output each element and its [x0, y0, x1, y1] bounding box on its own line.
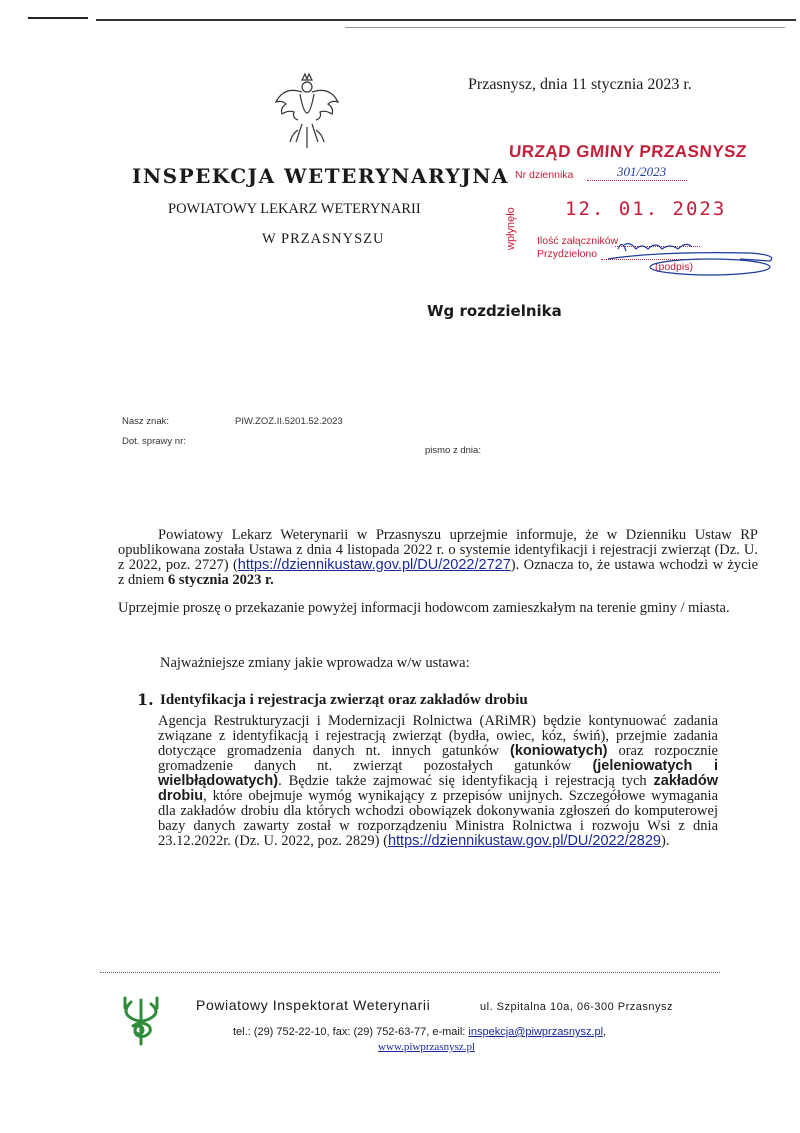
p1-text-b: ). Oznacza to, że ustawa wchodzi w życie z dniem [118, 557, 759, 588]
paragraph-intro [118, 528, 758, 588]
stamp-nr-handwritten: 301/2023 [617, 164, 667, 179]
s-text-a: Agencja Restrukturyzacji i Modernizacji Rolnictwa (ARiMR) będzie kontynuować zadania związane z identyfikacją i rejestracją zwierząt (bydła, owiec, kóz, świń), przejmie zadania dotyczące gromadzenia danych nt. innych gatunków [158, 713, 718, 759]
stamp-signature-label: (podpis) [655, 261, 693, 273]
footer-contact [233, 1026, 606, 1038]
s-text-d: . Będzie także zajmować się identyfikacją i rejestracją tych [278, 773, 654, 789]
stamp-assigned-label: Przydzielono [537, 248, 598, 260]
changes-intro: Najważniejsze zmiany jakie wprowadza w/w ustawa: [160, 655, 470, 671]
org-subtitle: POWIATOWY LEKARZ WETERYNARII [168, 201, 421, 217]
incoming-stamp [505, 140, 785, 290]
stamp-title: URZĄD GMINY PRZASNYSZ [508, 142, 748, 161]
p1-text-a: Powiatowy Lekarz Weterynarii w Przasnyszu uprzejmie informuje, że w Dzienniku Ustaw RP opublikowana została Ustawa z dnia 4 listopada 2022 r. o systemie identyfikacji i rejestracji zwierząt (Dz. U. z 2022, poz. 2727) ( [118, 527, 758, 573]
footer-org-name: Powiatowy Inspektorat Weterynarii [196, 997, 431, 1013]
p1-effective-date: 6 stycznia 2023 r. [167, 572, 274, 588]
org-name: INSPEKCJA WETERYNARYJNA [132, 164, 510, 188]
section-body [158, 714, 718, 849]
footer-email-link[interactable]: inspekcja@piwprzasnysz.pl [468, 1026, 604, 1038]
stamp-side-label: wpłynęło [505, 207, 517, 250]
city-date: Przasnysz, dnia 11 stycznia 2023 r. [468, 76, 692, 93]
footer-divider [100, 972, 720, 973]
law-link-2727[interactable]: https://dziennikustaw.gov.pl/DU/2022/2727 [237, 557, 511, 573]
s-text-c: oraz rozpocznie gromadzenie danych nt. zwierząt pozostałych gatunków [158, 743, 718, 774]
handwritten-signature-icon [600, 235, 780, 280]
top-rule-long [96, 19, 796, 21]
footer-phone-fax: tel.: (29) 752-22-10, fax: (29) 752-63-77, e-mail: [233, 1026, 469, 1038]
paragraph-request: Uprzejmie proszę o przekazanie powyżej informacji hodowcom zamieszkałym na terenie gminy / miasta. [118, 600, 730, 616]
case-ref-label: Dot. sprawy nr: [122, 436, 186, 447]
s-bold-deer-camelids: (jeleniowatych i wielbłądowatych) [158, 758, 718, 789]
org-location: W PRZASNYSZU [262, 231, 385, 247]
stamp-date: 12. 01. 2023 [565, 198, 727, 220]
footer-address: ul. Szpitalna 10a, 06-300 Przasnysz [480, 1001, 673, 1013]
stamp-attachments-label: Ilość załączników [537, 235, 619, 247]
section-number: 1. [137, 690, 154, 709]
our-ref-label: Nasz znak: [122, 416, 169, 427]
letter-date-label: pismo z dnia: [425, 445, 481, 456]
stamp-nr-label: Nr dziennika [515, 169, 574, 181]
footer-website-link[interactable]: www.piwprzasnysz.pl [378, 1041, 476, 1053]
section-title: Identyfikacja i rejestracja zwierząt oraz zakładów drobiu [160, 692, 528, 708]
s-text-e: , które obejmuje wymóg wynikający z przepisów unijnych. Szczegółowe wymagania dla zakładów drobiu dla których wchodzi obowiązek dokonywania zgłoszeń do komputerowej bazy danych zawarty został w rozporządzeniu Ministra Rolnictwa i rozwoju Wsi z dnia 23.12.2022r. (Dz. U. 2022, poz. 2829) ( [158, 788, 718, 849]
s-bold-poultry: zakładów drobiu [158, 773, 718, 804]
top-rule-thin [345, 27, 785, 28]
s-bold-equines: (koniowatych) [510, 743, 608, 759]
top-rule [28, 17, 88, 19]
law-link-2829[interactable]: https://dziennikustaw.gov.pl/DU/2022/2829 [387, 833, 661, 849]
our-ref-value: PIW.ZOZ.II.5201.52.2023 [235, 416, 343, 427]
stamp-nr-line [587, 180, 687, 181]
s-text-f: ). [660, 833, 670, 849]
footer-email-tail: , [603, 1026, 607, 1038]
recipient: Wg rozdzielnika [427, 302, 562, 320]
vet-caduceus-logo-icon [117, 992, 165, 1048]
eagle-emblem-icon [272, 72, 342, 154]
